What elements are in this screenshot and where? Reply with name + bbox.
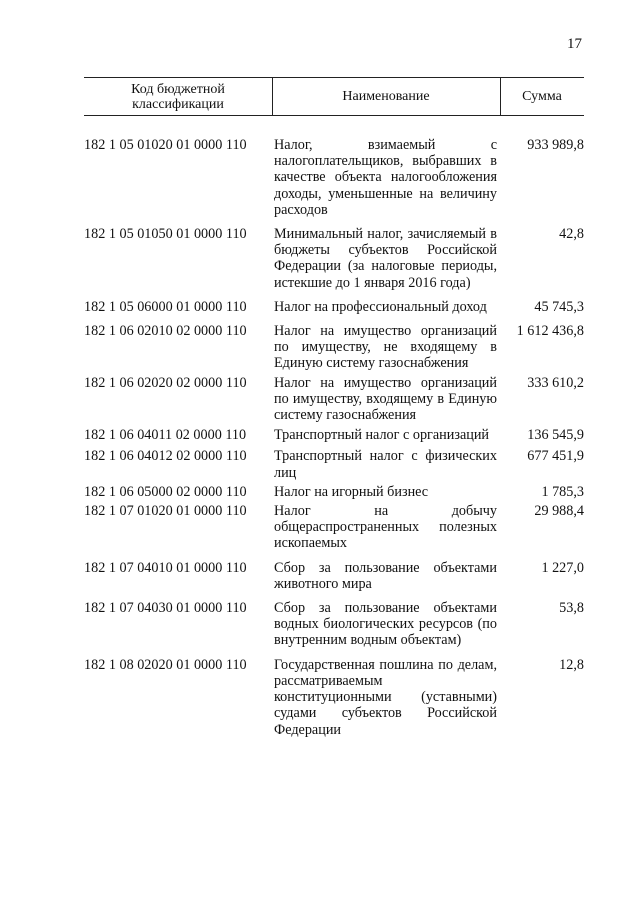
item-name: Транспортный налог с организаций (274, 427, 490, 444)
header-name-column: Наименование (342, 89, 430, 104)
item-name: Сбор за пользование объектами животного мира (274, 559, 497, 592)
item-name: Минимальный налог, зачисляемый в бюджеты субъектов Российской Федерации (за налоговые периоды, истекшие до 1 января 2016 года) (274, 226, 497, 291)
budget-code: 182 1 07 04030 01 0000 110 (84, 600, 247, 617)
item-name: Налог на имущество организаций по имуществу, не входящему в Единую систему газоснабжения (274, 323, 497, 372)
header-code-column: Код бюджетной классификации (131, 81, 225, 112)
item-sum: 333 610,2 (527, 374, 584, 391)
item-name: Налог на игорный бизнес (274, 483, 429, 500)
item-name: Налог на имущество организаций по имуществу, входящему в Единую систему газоснабжения (274, 374, 497, 424)
table-row (84, 503, 584, 552)
item-name: Налог, взимаемый с налогоплательщиков, выбравших в качестве объекта налогообложения доходы, уменьшенные на величину расходов (274, 137, 497, 218)
table-row (84, 484, 584, 500)
budget-code: 182 1 06 04012 02 0000 110 (84, 448, 247, 465)
table-row (84, 657, 584, 738)
table-row (84, 375, 584, 424)
budget-code: 182 1 06 02010 02 0000 110 (84, 323, 247, 340)
budget-code: 182 1 05 01050 01 0000 110 (84, 226, 247, 243)
table-row (84, 299, 584, 315)
item-sum: 136 545,9 (527, 427, 584, 444)
table-row (84, 226, 584, 291)
item-name: Государственная пошлина по делам, рассматриваемым конституционными (уставными) судами субъектов Российской Федерации (274, 656, 497, 738)
item-sum: 42,8 (559, 226, 584, 243)
budget-code: 182 1 06 02020 02 0000 110 (84, 374, 247, 391)
budget-code: 182 1 06 04011 02 0000 110 (84, 427, 247, 444)
item-sum: 29 988,4 (534, 503, 584, 520)
table-row (84, 427, 584, 443)
table-row (84, 560, 584, 592)
table-row (84, 600, 584, 649)
budget-code: 182 1 07 01020 01 0000 110 (84, 503, 247, 520)
item-name: Сбор за пользование объектами водных биологических ресурсов (по внутренним водным объектам) (274, 600, 497, 649)
item-sum: 12,8 (559, 656, 584, 673)
item-name: Транспортный налог с физических лиц (274, 448, 497, 481)
budget-code: 182 1 05 06000 01 0000 110 (84, 298, 247, 315)
item-sum: 1 227,0 (541, 559, 584, 576)
page-number: 17 (567, 36, 582, 52)
budget-code: 182 1 06 05000 02 0000 110 (84, 483, 247, 500)
item-sum: 53,8 (559, 600, 584, 617)
table-row (84, 137, 584, 218)
item-sum: 1 785,3 (541, 483, 584, 500)
item-name: Налог на добычу общераспространенных полезных ископаемых (274, 503, 497, 552)
budget-code: 182 1 07 04010 01 0000 110 (84, 559, 247, 576)
table-body (84, 137, 584, 738)
header-sum-column: Сумма (522, 89, 562, 104)
table-header (84, 77, 584, 116)
item-sum: 1 612 436,8 (516, 323, 584, 340)
item-name: Налог на профессиональный доход (274, 298, 487, 315)
table-row (84, 323, 584, 372)
item-sum: 933 989,8 (527, 137, 584, 153)
budget-code: 182 1 05 01020 01 0000 110 (84, 137, 247, 153)
table-row (84, 448, 584, 480)
budget-code: 182 1 08 02020 01 0000 110 (84, 656, 247, 673)
item-sum: 677 451,9 (527, 448, 584, 465)
item-sum: 45 745,3 (534, 298, 584, 315)
